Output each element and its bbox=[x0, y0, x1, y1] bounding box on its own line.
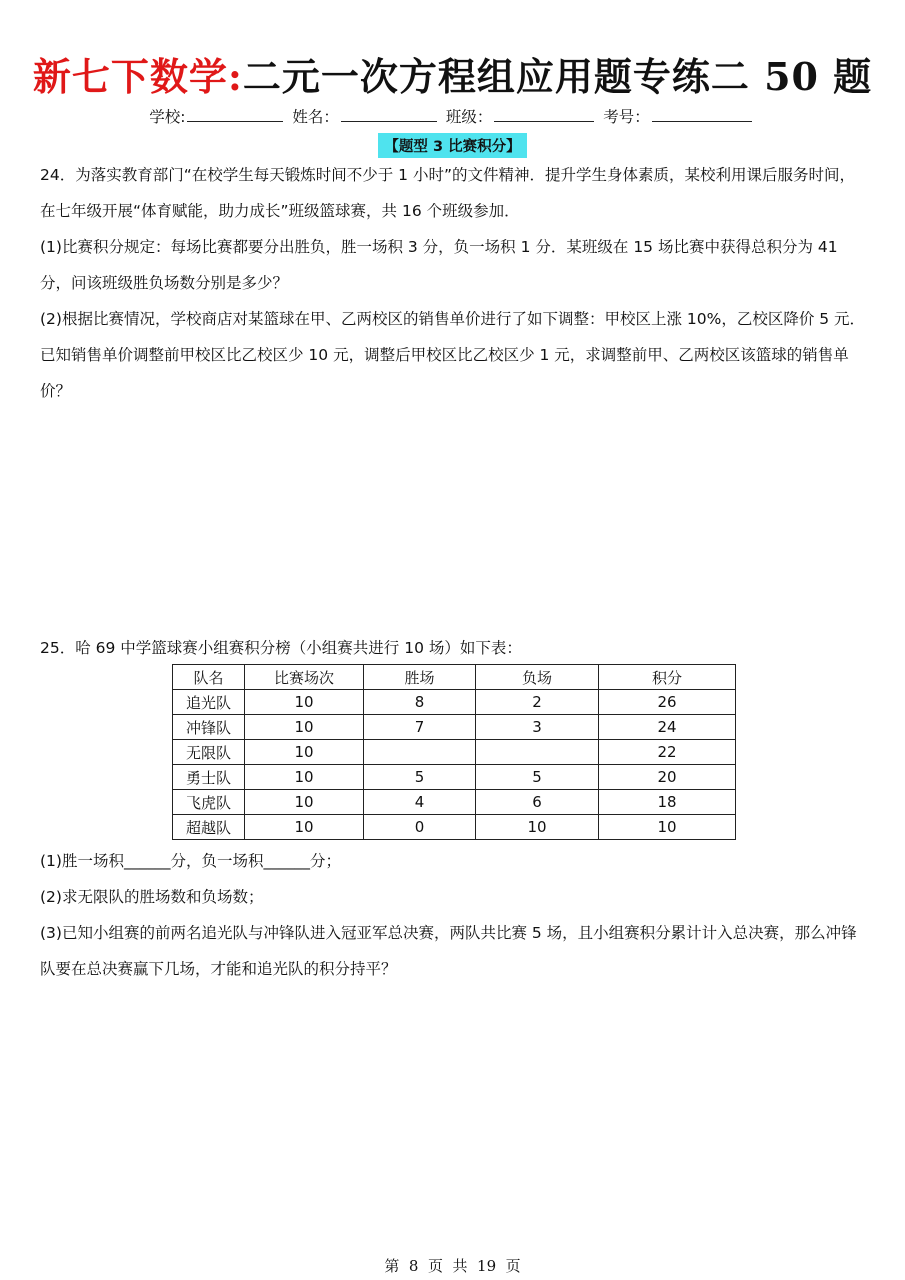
student-info-row bbox=[0, 105, 905, 127]
question-25-intro: 25．哈 69 中学篮球赛小组赛积分榜（小组赛共进行 10 场）如下表： bbox=[40, 639, 522, 657]
table-cell: 7 bbox=[364, 715, 476, 740]
question-24-part-2: (2)根据比赛情况，学校商店对某篮球在甲、乙两校区的销售单价进行了如下调整：甲校区上涨 10%，乙校区降价 5 元．已知销售单价调整前甲校区比乙校区少 10 元，调整后甲校区比乙校区少 1 元，求调整前甲、乙两校区该篮球的销售单价？ bbox=[40, 310, 866, 400]
table-row bbox=[173, 740, 736, 765]
name-label: 姓名： bbox=[292, 108, 339, 126]
table-cell: 10 bbox=[599, 815, 736, 840]
table-cell: 5 bbox=[476, 765, 599, 790]
column-header: 比赛场次 bbox=[245, 665, 364, 690]
table-cell: 无限队 bbox=[173, 740, 245, 765]
class-label: 班级： bbox=[445, 108, 493, 126]
table-cell: 26 bbox=[599, 690, 736, 715]
worksheet-title bbox=[0, 46, 905, 101]
exam-number-label: 考号： bbox=[603, 108, 650, 126]
table-cell: 10 bbox=[245, 740, 364, 765]
table-cell: 20 bbox=[599, 765, 736, 790]
table-row bbox=[173, 715, 736, 740]
question-24-part-1: (1)比赛积分规定：每场比赛都要分出胜负，胜一场积 3 分，负一场积 1 分．某班级在 15 场比赛中获得总积分为 41 分，问该班级胜负场数分别是多少？ bbox=[40, 238, 838, 292]
question-25-part-3: (3)已知小组赛的前两名追光队与冲锋队进入冠亚军总决赛，两队共比赛 5 场，且小组赛积分累计计入总决赛，那么冲锋队要在总决赛赢下几场，才能和追光队的积分持平？ bbox=[40, 924, 857, 978]
title-main: 二元一次方程组应用题专练二 50 题 bbox=[242, 54, 873, 99]
title-prefix: 新七下数学: bbox=[32, 54, 243, 99]
table-cell: 8 bbox=[364, 690, 476, 715]
section-badge-wrap bbox=[0, 133, 905, 158]
table-cell: 24 bbox=[599, 715, 736, 740]
table-cell: 10 bbox=[245, 765, 364, 790]
page-number: 第 8 页 共 19 页 bbox=[384, 1257, 521, 1275]
table-row bbox=[173, 690, 736, 715]
question-25-part-2: (2)求无限队的胜场数和负场数； bbox=[40, 888, 264, 906]
column-header: 积分 bbox=[599, 665, 736, 690]
section-badge: 【题型 3 比赛积分】 bbox=[378, 133, 526, 158]
school-label: 学校: bbox=[149, 108, 186, 126]
table-cell: 飞虎队 bbox=[173, 790, 245, 815]
table-cell: 5 bbox=[364, 765, 476, 790]
standings-table bbox=[172, 664, 736, 840]
question-25-part-1: (1)胜一场积______分，负一场积______分； bbox=[40, 852, 341, 870]
table-cell: 10 bbox=[245, 815, 364, 840]
table-cell: 冲锋队 bbox=[173, 715, 245, 740]
exam-number-field[interactable] bbox=[652, 105, 752, 122]
table-cell: 22 bbox=[599, 740, 736, 765]
name-field[interactable] bbox=[341, 105, 437, 122]
table-cell: 勇士队 bbox=[173, 765, 245, 790]
table-cell: 10 bbox=[245, 715, 364, 740]
table-row bbox=[173, 815, 736, 840]
table-cell bbox=[364, 740, 476, 765]
column-header: 胜场 bbox=[364, 665, 476, 690]
table-cell: 2 bbox=[476, 690, 599, 715]
table-header-row bbox=[173, 665, 736, 690]
table-cell: 18 bbox=[599, 790, 736, 815]
table-cell: 4 bbox=[364, 790, 476, 815]
table-cell: 超越队 bbox=[173, 815, 245, 840]
question-24-intro: 24．为落实教育部门“在校学生每天锻炼时间不少于 1 小时”的文件精神．提升学生身体素质，某校利用课后服务时间，在七年级开展“体育赋能，助力成长”班级篮球赛，共 16 个班级参加． bbox=[40, 166, 856, 220]
table-row bbox=[173, 765, 736, 790]
table-cell: 6 bbox=[476, 790, 599, 815]
table-cell bbox=[476, 740, 599, 765]
column-header: 队名 bbox=[173, 665, 245, 690]
table-cell: 10 bbox=[245, 690, 364, 715]
table-cell: 3 bbox=[476, 715, 599, 740]
class-field[interactable] bbox=[494, 105, 594, 122]
table-cell: 10 bbox=[245, 790, 364, 815]
table-cell: 追光队 bbox=[173, 690, 245, 715]
table-cell: 0 bbox=[364, 815, 476, 840]
school-field[interactable] bbox=[187, 105, 283, 122]
table-cell: 10 bbox=[476, 815, 599, 840]
table-row bbox=[173, 790, 736, 815]
column-header: 负场 bbox=[476, 665, 599, 690]
